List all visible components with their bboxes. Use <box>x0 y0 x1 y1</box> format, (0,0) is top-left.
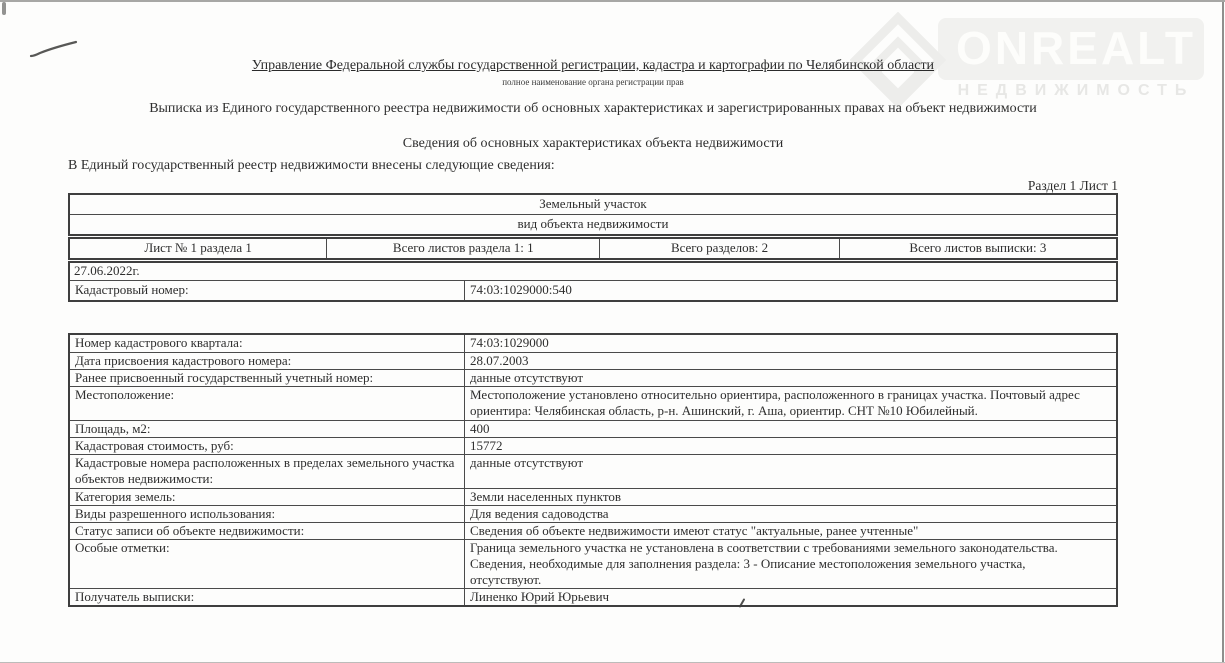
object-type-value: Земельный участок <box>539 196 647 211</box>
row-label: Ранее присвоенный государственный учетный номер: <box>75 370 374 385</box>
scan-smudge <box>2 2 6 15</box>
sheet-counters-table <box>68 237 1118 260</box>
table-row <box>70 369 1116 386</box>
row-value: Граница земельного участка не установлена в соответствии с требованиями земельного законодательства. Сведения, необходимые для заполнения раздела: 3 - Описание местоположения земельного участка, отсутствуют. <box>464 540 1084 588</box>
sheet-cell: Всего листов выписки: 3 <box>839 239 1116 258</box>
row-label: Местоположение: <box>75 387 175 402</box>
row-value: 74:03:1029000 <box>464 335 1116 352</box>
sheet-cell: Всего листов раздела 1: 1 <box>326 239 599 258</box>
row-label: Дата присвоения кадастрового номера: <box>75 353 292 368</box>
row-label: Площадь, м2: <box>75 421 151 436</box>
row-value: Сведения об объекте недвижимости имеют статус "актуальные, ранее учтенные" <box>464 523 1116 539</box>
object-type-table <box>68 193 1118 236</box>
row-value: Земли населенных пунктов <box>464 489 1116 505</box>
watermark-brand-text: ONREALT <box>956 22 1196 74</box>
sheet-cell: Всего разделов: 2 <box>599 239 839 258</box>
scan-edge <box>1222 2 1224 662</box>
table-row <box>70 539 1116 588</box>
watermark-subtitle-text: НЕДВИЖИМОСТЬ <box>957 82 1195 99</box>
document-subtitle: Сведения об основных характеристиках объекта недвижимости <box>402 136 784 151</box>
row-value: данные отсутствуют <box>464 455 1116 488</box>
section-page-label: Раздел 1 Лист 1 <box>1027 178 1118 193</box>
row-value: данные отсутствуют <box>464 370 1116 386</box>
document-title: Выписка из Единого государственного реестра недвижимости об основных характеристиках и зарегистрированных правах на объект недвижимости <box>149 101 1037 116</box>
row-label: Номер кадастрового квартала: <box>75 335 243 350</box>
onrealt-watermark <box>852 8 1204 106</box>
row-label: Категория земель: <box>75 489 176 504</box>
pen-mark <box>28 38 80 60</box>
date-cadastral-table <box>68 261 1118 302</box>
row-label: Виды разрешенного использования: <box>75 506 276 521</box>
sheet-cell: Лист № 1 раздела 1 <box>144 240 252 255</box>
table-row <box>70 386 1116 420</box>
object-type-caption: вид объекта недвижимости <box>517 216 669 231</box>
row-label: Получатель выписки: <box>75 589 195 604</box>
table-row <box>70 352 1116 369</box>
table-row <box>70 505 1116 522</box>
row-value: 15772 <box>464 438 1116 454</box>
row-label: Кадастровые номера расположенных в пределах земельного участка объектов недвижимости: <box>75 455 455 486</box>
authority-caption: полное наименование органа регистрации прав <box>502 77 684 87</box>
table-row <box>70 420 1116 437</box>
row-label: Кадастровая стоимость, руб: <box>75 438 234 453</box>
intro-line: В Единый государственный реестр недвижимости внесены следующие сведения: <box>68 158 555 173</box>
row-value: 400 <box>464 421 1116 437</box>
cadastral-number-label: Кадастровый номер: <box>75 282 189 297</box>
table-row <box>70 335 1116 352</box>
table-row <box>70 488 1116 505</box>
table-row <box>70 588 1116 605</box>
table-row <box>70 437 1116 454</box>
row-value: 28.07.2003 <box>464 353 1116 369</box>
row-value: Для ведения садоводства <box>464 506 1116 522</box>
table-row <box>70 522 1116 539</box>
extract-date: 27.06.2022г. <box>74 263 140 278</box>
row-value: Местоположение установлено относительно ориентира, расположенного в границах участка. Почтовый адрес ориентира: Челябинская область, р-н. Ашинский, г. Аша, ориентир. СНТ №10 Юбилейный. <box>464 387 1116 420</box>
details-table <box>68 333 1118 607</box>
table-row <box>70 454 1116 488</box>
cadastral-number-value: 74:03:1029000:540 <box>464 281 1116 300</box>
row-value: Линенко Юрий Юрьевич <box>464 589 1116 605</box>
authority-title: Управление Федеральной службы государственной регистрации, кадастра и картографии по Челябинской области <box>251 58 935 73</box>
row-label: Особые отметки: <box>75 540 170 555</box>
row-label: Статус записи об объекте недвижимости: <box>75 523 305 538</box>
